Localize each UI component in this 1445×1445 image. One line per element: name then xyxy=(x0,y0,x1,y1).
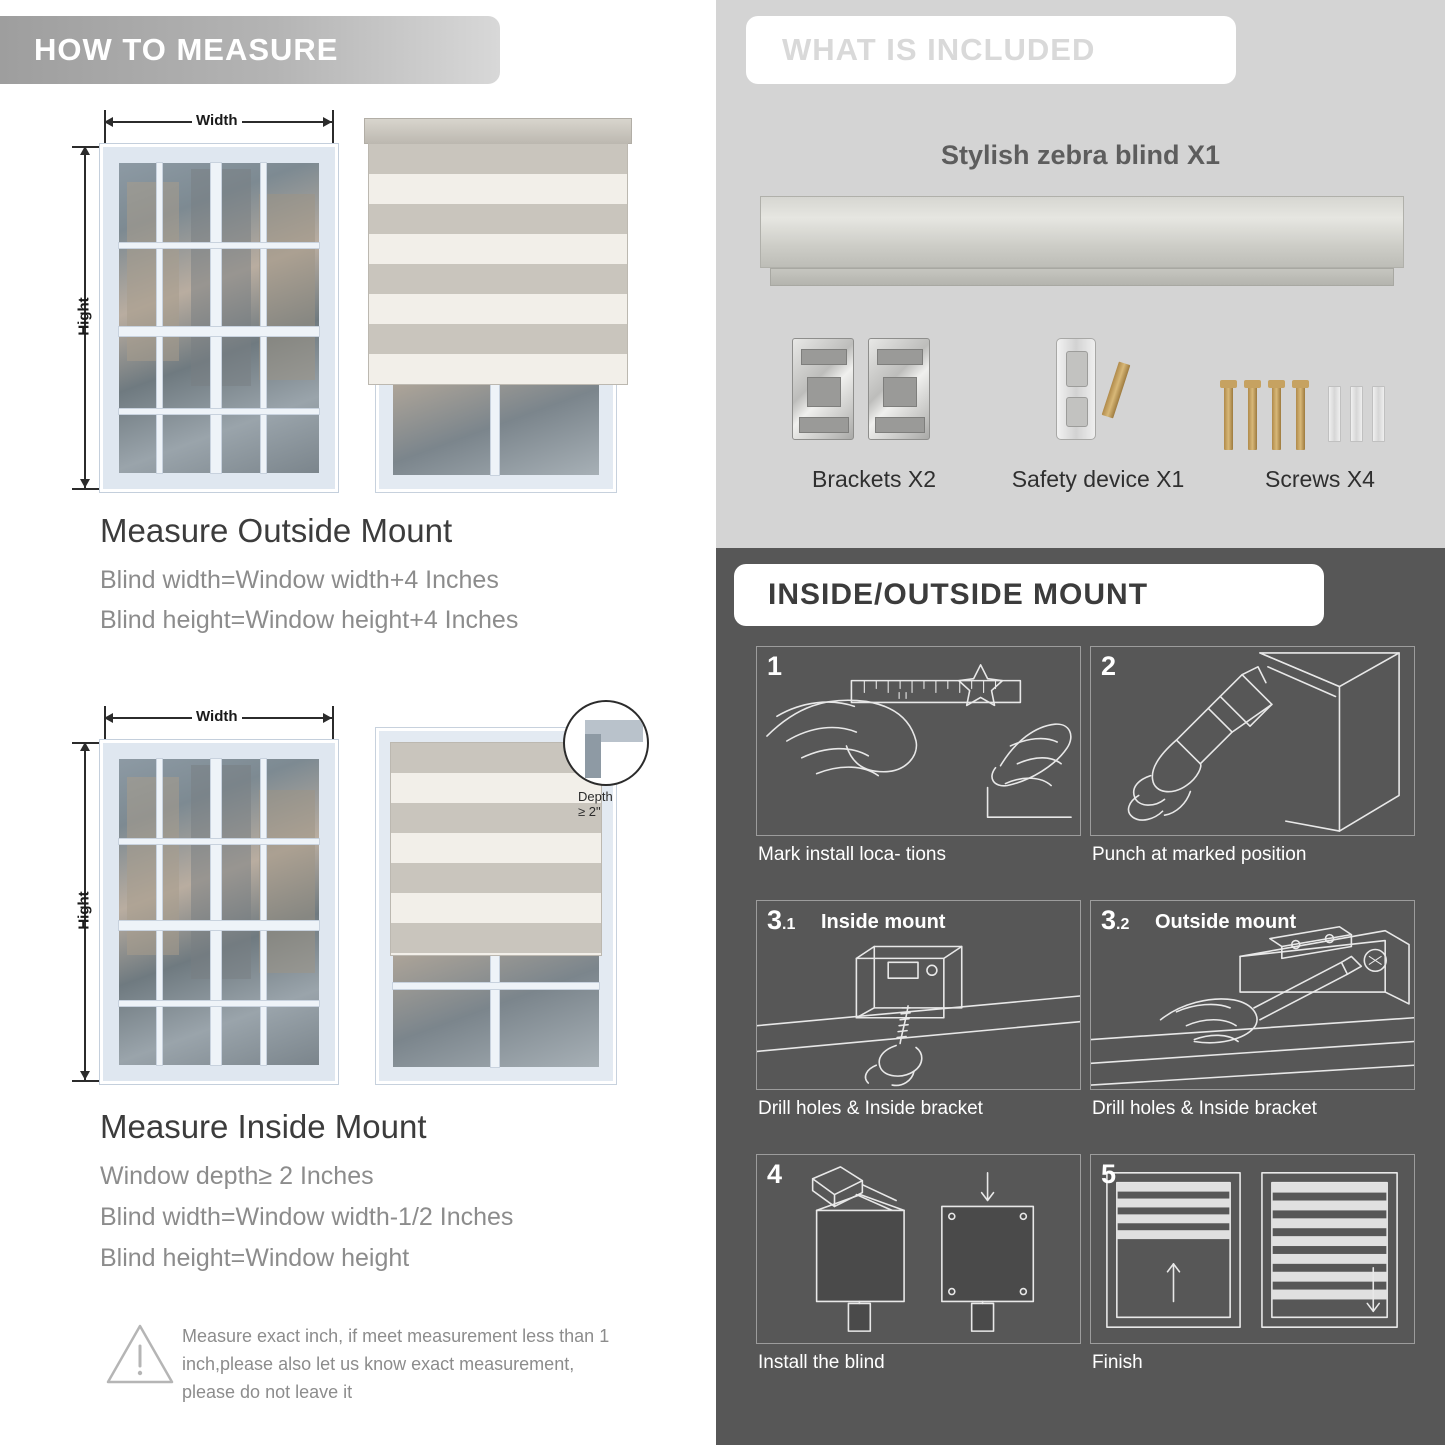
outside-width-arrow-right xyxy=(323,117,332,127)
safety-device-label: Safety device X1 xyxy=(1011,466,1185,492)
outside-width-tick-right xyxy=(332,110,334,148)
inside-width-label: Width xyxy=(192,708,242,725)
anchor-icon-3 xyxy=(1372,386,1385,442)
safety-device-icon xyxy=(1056,338,1096,440)
brackets-label: Brackets X2 xyxy=(812,466,936,492)
step-2-sketch xyxy=(1091,647,1414,835)
inside-width-tick-left xyxy=(104,706,106,744)
step-4-number: 4 xyxy=(767,1159,783,1189)
outside-width-label: Width xyxy=(192,112,242,129)
screw-icon-4 xyxy=(1296,386,1305,450)
outside-mount-line1: Blind width=Window width+4 Inches xyxy=(100,566,499,594)
screw-icon-1 xyxy=(1224,386,1233,450)
inside-width-tick-right xyxy=(332,706,334,744)
screw-icon-2 xyxy=(1248,386,1257,450)
step-box-2 xyxy=(1090,646,1415,836)
warning-triangle-icon xyxy=(104,1318,176,1390)
step-5-caption: Finish xyxy=(1092,1352,1143,1373)
anchor-icon-2 xyxy=(1350,386,1363,442)
anchor-icon-1 xyxy=(1328,386,1341,442)
step-4-caption: Install the blind xyxy=(758,1352,885,1373)
main-item-label: Stylish zebra blind X1 xyxy=(940,140,1221,170)
warning-text: Measure exact inch, if meet measurement less than 1 inch,please also let us know exact measurement, please do not leave it xyxy=(182,1326,610,1402)
outside-width-arrow-left xyxy=(104,117,113,127)
outside-mount-line2: Blind height=Window height+4 Inches xyxy=(100,606,519,634)
inside-mount-line1: Window depth≥ 2 Inches xyxy=(100,1162,374,1190)
step-2-number: 2 xyxy=(1101,651,1117,681)
how-to-measure-panel xyxy=(0,0,712,1445)
window-frame-inside xyxy=(100,740,338,1084)
step-box-1 xyxy=(756,646,1081,836)
depth-callout-circle xyxy=(563,700,649,786)
inside-height-label: Hight xyxy=(75,891,93,930)
headrail-lip-graphic xyxy=(770,268,1394,286)
inside-outside-mount-panel xyxy=(716,548,1445,1445)
step-3-1-caption: Drill holes & Inside bracket xyxy=(758,1098,983,1119)
inside-height-arrow-down xyxy=(80,1071,90,1080)
step-4-sketch xyxy=(757,1155,1080,1343)
step-1-caption: Mark install loca- tions xyxy=(758,844,946,865)
bracket-icon-1 xyxy=(792,338,854,440)
bracket-icon-2 xyxy=(868,338,930,440)
step-5-sketch xyxy=(1091,1155,1414,1343)
step-3-1-subtitle: Inside mount xyxy=(821,911,946,933)
inside-mount-line2: Blind width=Window width-1/2 Inches xyxy=(100,1203,514,1231)
outside-height-arrow-down xyxy=(80,479,90,488)
outside-width-tick-left xyxy=(104,110,106,148)
what-is-included-header: WHAT IS INCLUDED xyxy=(746,16,1236,84)
step-box-3-2 xyxy=(1090,900,1415,1090)
inside-width-arrow-left xyxy=(104,713,113,723)
zebra-shade-inside xyxy=(390,742,602,956)
window-frame-outside xyxy=(100,144,338,492)
inside-outside-mount-header: INSIDE/OUTSIDE MOUNT xyxy=(734,564,1324,626)
step-box-3-1 xyxy=(756,900,1081,1090)
inside-width-arrow-right xyxy=(323,713,332,723)
outside-height-label: Hight xyxy=(75,297,93,336)
screws-label: Screws X4 xyxy=(1265,466,1375,492)
step-3-1-number: 3.1 xyxy=(767,905,796,935)
depth-callout-label: Depth ≥ 2" xyxy=(578,789,613,819)
blind-headrail-outside xyxy=(364,118,632,144)
step-3-2-subtitle: Outside mount xyxy=(1155,911,1297,933)
step-3-2-number: 3.2 xyxy=(1101,905,1130,935)
step-1-number: 1 xyxy=(767,651,783,681)
safety-screw-icon xyxy=(1102,362,1131,419)
outside-mount-title: Measure Outside Mount xyxy=(100,512,453,549)
step-5-number: 5 xyxy=(1101,1159,1117,1189)
step-2-caption: Punch at marked position xyxy=(1092,844,1307,865)
what-is-included-panel xyxy=(716,0,1445,548)
inside-mount-line3: Blind height=Window height xyxy=(100,1244,410,1272)
step-1-sketch xyxy=(757,647,1080,835)
inside-height-arrow-up xyxy=(80,742,90,751)
zebra-shade-outside xyxy=(368,143,628,385)
inside-mount-title: Measure Inside Mount xyxy=(100,1108,427,1145)
outside-height-arrow-up xyxy=(80,146,90,155)
headrail-graphic xyxy=(760,196,1404,268)
screw-icon-3 xyxy=(1272,386,1281,450)
step-box-5 xyxy=(1090,1154,1415,1344)
how-to-measure-header: HOW TO MEASURE xyxy=(0,16,500,84)
step-box-4 xyxy=(756,1154,1081,1344)
step-3-2-caption: Drill holes & Inside bracket xyxy=(1092,1098,1317,1119)
